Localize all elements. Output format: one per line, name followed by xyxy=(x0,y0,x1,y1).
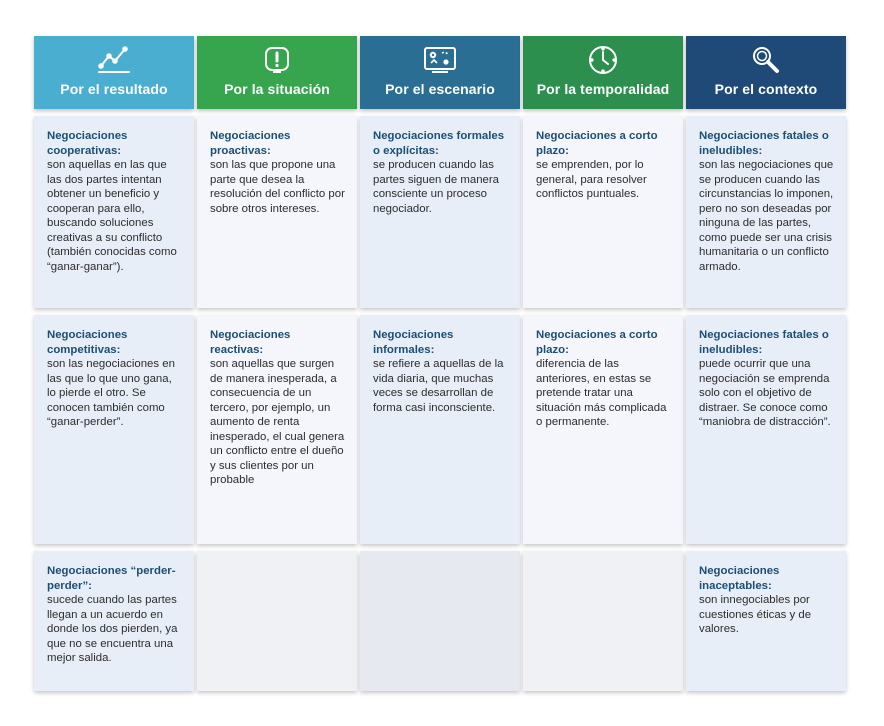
cell-description: se producen cuando las partes siguen de manera consciente un proceso negociador. xyxy=(373,159,500,215)
scenario-map-icon xyxy=(360,44,520,76)
magnifier-icon xyxy=(686,44,846,76)
cell-title: Negociaciones fatales o ineludibles: xyxy=(699,329,829,356)
cell-fatales-1 xyxy=(686,116,846,308)
cell-description: diferencia de las anteriores, en estas se pretende tratar una situación más complicada o permanente. xyxy=(536,358,667,428)
header-contexto xyxy=(686,36,846,109)
cell-title: Negociaciones proactivas: xyxy=(210,130,291,157)
header-escenario xyxy=(360,36,520,109)
cell-title: Negociaciones “perder-perder”: xyxy=(47,565,176,592)
cell-empty xyxy=(523,551,683,691)
cell-description: puede ocurrir que una negociación se emprenda solo con el objetivo de distraer. Se conoce como “maniobra de distracción”. xyxy=(699,358,831,428)
header-label: Por el escenario xyxy=(385,81,495,97)
classification-table xyxy=(34,36,846,691)
cell-description: son las que propone una parte que desea la resolución del conflicto por sobre otros intereses. xyxy=(210,159,345,215)
cell-title: Negociaciones cooperativas: xyxy=(47,130,128,157)
cell-title: Negociaciones a corto plazo: xyxy=(536,329,658,356)
cell-inaceptables xyxy=(686,551,846,691)
cell-title: Negociaciones inaceptables: xyxy=(699,565,780,592)
cell-cooperativas xyxy=(34,116,194,308)
cell-formales xyxy=(360,116,520,308)
cell-corto-plazo-1 xyxy=(523,116,683,308)
alert-icon xyxy=(197,44,357,76)
clock-icon xyxy=(523,44,683,76)
header-resultado xyxy=(34,36,194,109)
cell-perder-perder xyxy=(34,551,194,691)
header-temporalidad xyxy=(523,36,683,109)
header-label: Por el resultado xyxy=(60,81,168,97)
cell-proactivas xyxy=(197,116,357,308)
cell-description: son aquellas que surgen de manera inesperada, a consecuencia de un tercero, por ejemplo, un aumento de renta inesperado, el cual genera un conflicto entre el dueño y sus clientes por un probable xyxy=(210,358,345,486)
cell-description: se refiere a aquellas de la vida diaria, que muchas veces se desarrollan de forma casi inconsciente. xyxy=(373,358,504,414)
cell-description: se emprenden, por lo general, para resolver conflictos puntuales. xyxy=(536,159,647,200)
cell-reactivas xyxy=(197,315,357,544)
cell-title: Negociaciones formales o explícitas: xyxy=(373,130,505,157)
header-situacion xyxy=(197,36,357,109)
cell-title: Negociaciones competitivas: xyxy=(47,329,128,356)
header-label: Por la situación xyxy=(224,81,330,97)
cell-description: son las negociaciones en las que lo que uno gana, lo pierde el otro. Se conocen también como “ganar-perder”. xyxy=(47,358,175,428)
cell-description: son innegociables por cuestiones éticas y de valores. xyxy=(699,594,812,635)
cell-description: son las negociaciones que se producen cuando las circunstancias lo imponen, pero no son deseadas por ninguna de las partes, como puede ser una crisis humanitaria o un conflicto armado. xyxy=(699,159,834,273)
cell-title: Negociaciones informales: xyxy=(373,329,454,356)
header-label: Por el contexto xyxy=(714,81,818,97)
cell-corto-plazo-2 xyxy=(523,315,683,544)
cell-fatales-2 xyxy=(686,315,846,544)
cell-title: Negociaciones fatales o ineludibles: xyxy=(699,130,829,157)
trend-chart-icon xyxy=(34,44,194,76)
cell-empty xyxy=(197,551,357,691)
cell-title: Negociaciones a corto plazo: xyxy=(536,130,658,157)
cell-informales xyxy=(360,315,520,544)
header-label: Por la temporalidad xyxy=(536,81,670,97)
cell-competitivas xyxy=(34,315,194,544)
cell-description: son aquellas en las que las dos partes intentan obtener un beneficio y cooperan para ello, buscando soluciones creativas a su conflicto (también conocidas como “ganar-ganar”). xyxy=(47,159,177,273)
cell-title: Negociaciones reactivas: xyxy=(210,329,291,356)
cell-description: sucede cuando las partes llegan a un acuerdo en donde los dos pierden, ya que no se encuentra una mejor salida. xyxy=(47,594,178,664)
cell-empty xyxy=(360,551,520,691)
